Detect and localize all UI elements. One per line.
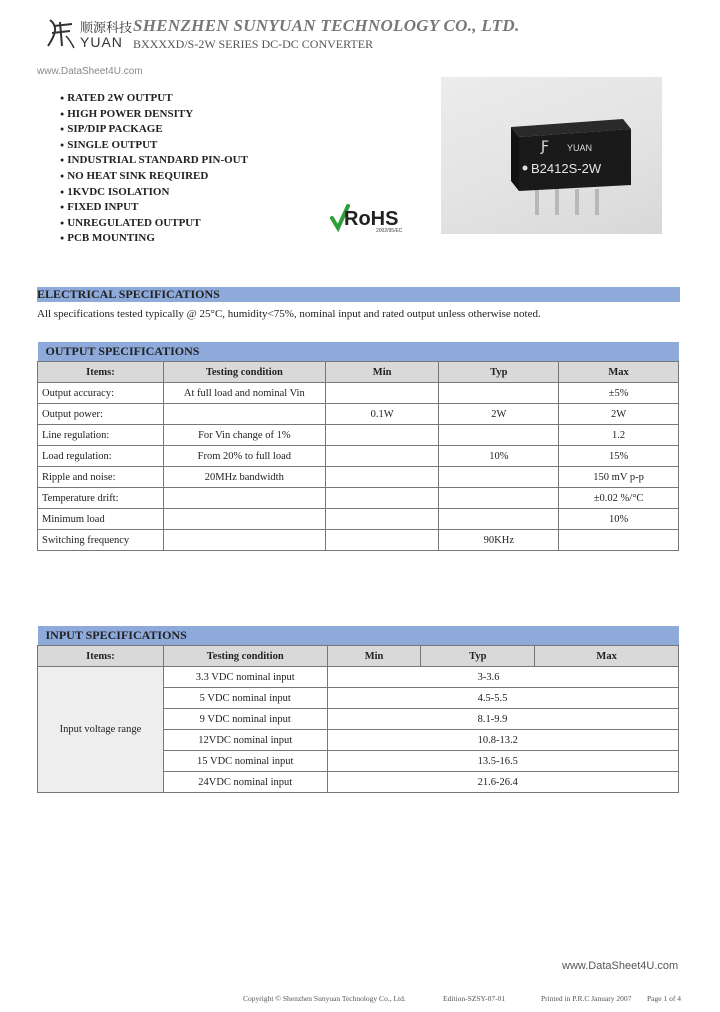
company-logo-icon — [44, 16, 78, 50]
cell-range: 21.6-26.4 — [327, 772, 678, 793]
cell-condition: 3.3 VDC nominal input — [163, 667, 327, 688]
cell-condition — [163, 488, 325, 509]
feature-item: ● SIP/DIP PACKAGE — [60, 122, 248, 138]
electrical-spec-note: All specifications tested typically @ 25°C, humidity<75%, nominal input and rated output unless otherwise noted. — [37, 308, 541, 320]
table-row — [38, 383, 679, 404]
table-row — [38, 446, 679, 467]
feature-item: ● FIXED INPUT — [60, 200, 248, 216]
table-row — [38, 425, 679, 446]
cell-condition — [163, 509, 325, 530]
col-header: Testing condition — [163, 362, 325, 383]
cell-max — [559, 530, 679, 551]
col-header: Items: — [38, 646, 164, 667]
cell-typ — [439, 467, 559, 488]
cell-item: Input voltage range — [38, 667, 164, 793]
table-row — [38, 404, 679, 425]
footer-watermark-link[interactable]: www.DataSheet4U.com — [562, 960, 679, 972]
output-spec-title: OUTPUT SPECIFICATIONS — [38, 342, 679, 362]
feature-item: ● PCB MOUNTING — [60, 231, 248, 247]
cell-min — [325, 488, 439, 509]
cell-item: Switching frequency — [38, 530, 164, 551]
cell-item: Line regulation: — [38, 425, 164, 446]
feature-item: ● INDUSTRIAL STANDARD PIN-OUT — [60, 153, 248, 169]
cell-item: Minimum load — [38, 509, 164, 530]
company-name: SHENZHEN SUNYUAN TECHNOLOGY CO., LTD. — [133, 16, 520, 35]
cell-range: 4.5-5.5 — [327, 688, 678, 709]
module-brand: YUAN — [567, 143, 593, 153]
footer-printed: Printed in P.R.C January 2007 — [541, 994, 632, 1003]
table-row — [38, 530, 679, 551]
col-header: Items: — [38, 362, 164, 383]
col-header: Typ — [439, 362, 559, 383]
cell-condition — [163, 530, 325, 551]
cell-typ — [439, 509, 559, 530]
series-title: BXXXXD/S-2W SERIES DC-DC CONVERTER — [133, 37, 374, 51]
cell-range: 8.1-9.9 — [327, 709, 678, 730]
footer-edition: Edition-SZSY-07-01 — [443, 994, 506, 1003]
features-list — [60, 91, 248, 247]
cell-max: 15% — [559, 446, 679, 467]
cell-typ: 90KHz — [439, 530, 559, 551]
cell-typ: 10% — [439, 446, 559, 467]
cell-typ — [439, 383, 559, 404]
cell-max: 150 mV p-p — [559, 467, 679, 488]
col-header: Min — [327, 646, 421, 667]
cell-max: 2W — [559, 404, 679, 425]
table-row — [38, 467, 679, 488]
cell-item: Load regulation: — [38, 446, 164, 467]
electrical-spec-heading: ELECTRICAL SPECIFICATIONS — [37, 287, 680, 302]
cell-condition: 20MHz bandwidth — [163, 467, 325, 488]
footer-page: Page 1 of 4 — [647, 994, 681, 1003]
col-header: Testing condition — [163, 646, 327, 667]
cell-item: Output accuracy: — [38, 383, 164, 404]
cell-min — [325, 530, 439, 551]
cell-condition: At full load and nominal Vin — [163, 383, 325, 404]
cell-condition: For Vin change of 1% — [163, 425, 325, 446]
col-header: Typ — [421, 646, 535, 667]
input-spec-table — [37, 626, 679, 793]
rohs-sub: 2002/95/EC — [376, 228, 403, 234]
table-row — [38, 488, 679, 509]
cell-typ: 2W — [439, 404, 559, 425]
logo-english-name: YUAN — [80, 34, 123, 50]
cell-range: 13.5-16.5 — [327, 751, 678, 772]
cell-typ — [439, 425, 559, 446]
cell-min — [325, 425, 439, 446]
feature-item: ● UNREGULATED OUTPUT — [60, 216, 248, 232]
cell-max: 10% — [559, 509, 679, 530]
output-spec-table — [37, 342, 679, 551]
product-photo — [441, 77, 662, 234]
footer-copyright: Copyright © Shenzhen Sunyuan Technology Co., Ltd. — [243, 994, 406, 1003]
input-spec-title: INPUT SPECIFICATIONS — [38, 626, 679, 646]
cell-min — [325, 467, 439, 488]
cell-max: 1.2 — [559, 425, 679, 446]
feature-item: ● NO HEAT SINK REQUIRED — [60, 169, 248, 185]
cell-item: Temperature drift: — [38, 488, 164, 509]
cell-min — [325, 509, 439, 530]
cell-condition: 24VDC nominal input — [163, 772, 327, 793]
watermark-link[interactable]: www.DataSheet4U.com — [37, 66, 143, 77]
cell-typ — [439, 488, 559, 509]
rohs-label: RoHS — [344, 208, 399, 230]
cell-range: 10.8-13.2 — [327, 730, 678, 751]
feature-item: ● SINGLE OUTPUT — [60, 138, 248, 154]
rohs-logo — [330, 204, 416, 234]
col-header: Max — [535, 646, 679, 667]
table-row — [38, 509, 679, 530]
cell-item: Output power: — [38, 404, 164, 425]
cell-condition: 15 VDC nominal input — [163, 751, 327, 772]
table-row — [38, 667, 679, 688]
cell-condition: 5 VDC nominal input — [163, 688, 327, 709]
feature-item: ● 1KVDC ISOLATION — [60, 185, 248, 201]
cell-min — [325, 383, 439, 404]
module-model: B2412S-2W — [531, 161, 602, 176]
converter-module-image — [441, 77, 662, 234]
col-header: Min — [325, 362, 439, 383]
cell-condition: From 20% to full load — [163, 446, 325, 467]
col-header: Max — [559, 362, 679, 383]
feature-item: ● RATED 2W OUTPUT — [60, 91, 248, 107]
cell-condition: 12VDC nominal input — [163, 730, 327, 751]
cell-min — [325, 446, 439, 467]
cell-max: ±5% — [559, 383, 679, 404]
cell-condition — [163, 404, 325, 425]
cell-range: 3-3.6 — [327, 667, 678, 688]
cell-max: ±0.02 %/°C — [559, 488, 679, 509]
feature-item: ● HIGH POWER DENSITY — [60, 107, 248, 123]
svg-text:Ƒ: Ƒ — [541, 139, 550, 155]
logo-chinese-name: 顺源科技 — [80, 21, 133, 36]
cell-item: Ripple and noise: — [38, 467, 164, 488]
cell-min: 0.1W — [325, 404, 439, 425]
cell-condition: 9 VDC nominal input — [163, 709, 327, 730]
